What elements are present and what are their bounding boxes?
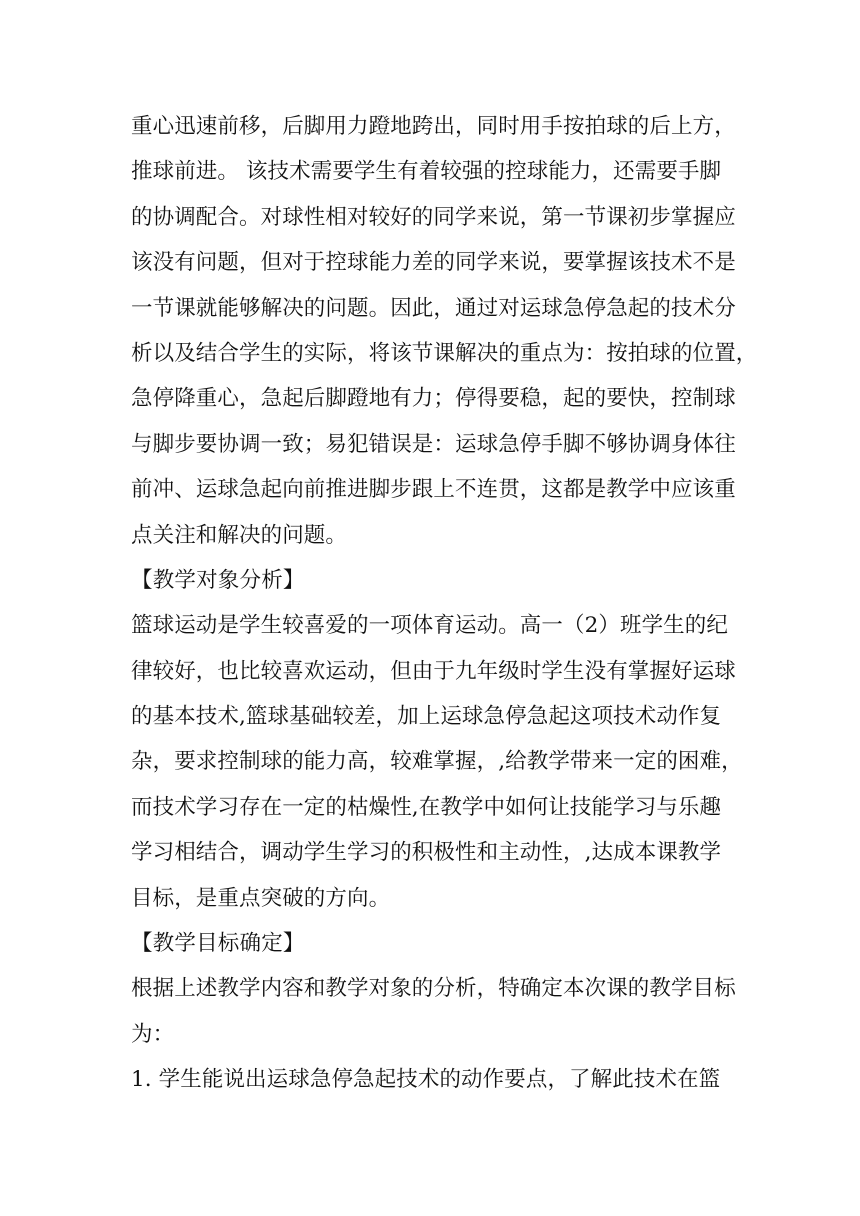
paragraph-line: 重心迅速前移，后脚用力蹬地跨出，同时用手按拍球的后上方， bbox=[131, 114, 736, 139]
paragraph-line: 的协调配合。对球性相对较好的同学来说，第一节课初步掌握应 bbox=[131, 204, 736, 230]
paragraph-line: 析以及结合学生的实际，将该节课解决的重点为：按拍球的位置， bbox=[131, 340, 758, 366]
paragraph-line: 而技术学习存在一定的枯燥性,在教学中如何让技能学习与乐趣 bbox=[131, 794, 722, 820]
paragraph-line: 律较好，也比较喜欢运动，但由于九年级时学生没有掌握好运球 bbox=[131, 658, 736, 684]
document-body bbox=[131, 104, 758, 1103]
section-heading-teaching-object-analysis: 【教学对象分析】 bbox=[131, 567, 305, 593]
paragraph-line: 该没有问题，但对于控球能力差的同学来说，要掌握该技术不是 bbox=[131, 250, 736, 276]
paragraph-line: 目标，是重点突破的方向。 bbox=[131, 885, 391, 911]
paragraph-line: 一节课就能够解决的问题。因此，通过对运球急停急起的技术分 bbox=[131, 295, 736, 321]
paragraph-line: 篮球运动是学生较喜爱的一项体育运动。高一（2）班学生的纪 bbox=[131, 613, 728, 639]
paragraph-line: 点关注和解决的问题。 bbox=[131, 522, 348, 548]
paragraph-line: 前冲、运球急起向前推进脚步跟上不连贯，这都是教学中应该重 bbox=[131, 477, 736, 503]
paragraph-line: 学习相结合，调动学生学习的积极性和主动性，,达成本课教学 bbox=[131, 840, 722, 866]
paragraph-line: 杂，要求控制球的能力高，较难掌握，,给教学带来一定的困难， bbox=[131, 749, 743, 775]
paragraph-line: 根据上述教学内容和教学对象的分析，特确定本次课的教学目标 bbox=[131, 976, 736, 1002]
section-heading-teaching-goal-determination: 【教学目标确定】 bbox=[131, 931, 305, 957]
paragraph-line: 的基本技术,篮球基础较差，加上运球急停急起这项技术动作复 bbox=[131, 704, 722, 730]
paragraph-line: 急停降重心，急起后脚蹬地有力；停得要稳，起的要快，控制球 bbox=[131, 386, 736, 412]
paragraph-line: 推球前进。 该技术需要学生有着较强的控球能力，还需要手脚 bbox=[131, 159, 722, 185]
numbered-list-item: 1. 学生能说出运球急停急起技术的动作要点，了解此技术在篮 bbox=[131, 1067, 721, 1093]
paragraph-line: 为： bbox=[131, 1021, 175, 1047]
paragraph-line: 与脚步要协调一致；易犯错误是：运球急停手脚不够协调身体往 bbox=[131, 431, 736, 457]
